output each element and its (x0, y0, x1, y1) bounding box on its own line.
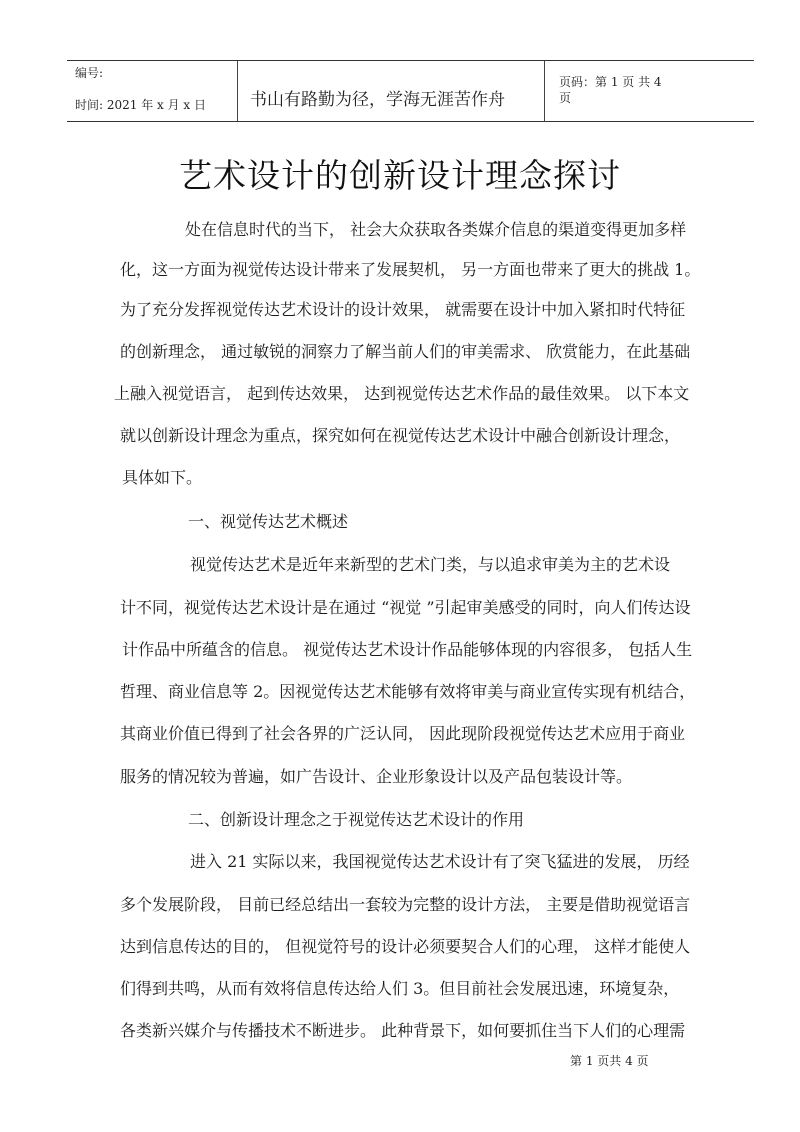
page-info-line2: 页 (559, 91, 572, 105)
body-line: 处在信息时代的当下， 社会大众获取各类媒介信息的渠道变得更加多样 (185, 220, 687, 239)
body-line: 多个发展阶段， 目前已经总结出一套较为完整的设计方法， 主要是借助视觉语言 (120, 895, 691, 914)
body-line: 具体如下。 (122, 468, 203, 487)
document-title: 艺术设计的创新设计理念探讨 (179, 156, 621, 195)
body-line: 哲理、商业信息等 2。因视觉传达艺术能够有效将审美与商业宣传实现有机结合， (120, 682, 696, 701)
body-line: 达到信息传达的目的， 但视觉符号的设计必须要契合人们的心理， 这样才能使人 (120, 937, 691, 956)
document-number-label: 编号: (75, 66, 104, 80)
body-line: 化，这一方面为视觉传达设计带来了发展契机， 另一方面也带来了更大的挑战 1。 (120, 260, 701, 279)
body-line: 就以创新设计理念为重点，探究如何在视觉传达艺术设计中融合创新设计理念， (120, 426, 681, 445)
body-line: 其商业价值已得到了社会各界的广泛认同， 因此现阶段视觉传达艺术应用于商业 (120, 724, 686, 743)
section-heading: 二、创新设计理念之于视觉传达艺术设计的作用 (188, 810, 525, 829)
body-line: 各类新兴媒介与传播技术不断进步。 此种背景下，如何要抓住当下人们的心理需 (120, 1021, 686, 1040)
body-line: 视觉传达艺术是近年来新型的艺术门类，与以追求审美为主的艺术设 (190, 555, 671, 574)
body-line: 计作品中所蕴含的信息。 视觉传达艺术设计作品能够体现的内容很多， 包括人生 (122, 640, 693, 659)
body-line: 的创新理念， 通过敏锐的洞察力了解当前人们的审美需求、 欣赏能力，在此基础 (120, 342, 691, 361)
header-divider-left (237, 61, 238, 121)
header-motto: 书山有路勤为径，学海无涯苦作舟 (250, 90, 505, 110)
body-line: 进入 21 实际以来，我国视觉传达艺术设计有了突飞猛进的发展， 历经 (190, 852, 690, 871)
page-footer: 第 1 页共 4 页 (570, 1054, 649, 1068)
document-time: 时间: 2021 年 x 月 x 日 (75, 98, 207, 112)
header-divider-right (544, 61, 545, 121)
body-line: 们得到共鸣，从而有效将信息传达给人们 3。但目前社会发展迅速，环境复杂， (120, 979, 680, 998)
header-table (67, 60, 754, 122)
body-line: 计不同，视觉传达艺术设计是在通过 “视觉 ”引起审美感受的同时，向人们传达设 (120, 598, 691, 617)
page-info-line1: 页码：第 1 页 共 4 (559, 75, 662, 89)
body-line: 服务的情况较为普遍，如广告设计、企业形象设计以及产品包装设计等。 (120, 767, 633, 786)
body-line: 为了充分发挥视觉传达艺术设计的设计效果， 就需要在设计中加入紧扣时代特征 (120, 300, 686, 319)
section-heading: 一、视觉传达艺术概述 (188, 512, 349, 531)
body-line: 上融入视觉语言， 起到传达效果， 达到视觉传达艺术作品的最佳效果。 以下本文 (114, 384, 690, 403)
